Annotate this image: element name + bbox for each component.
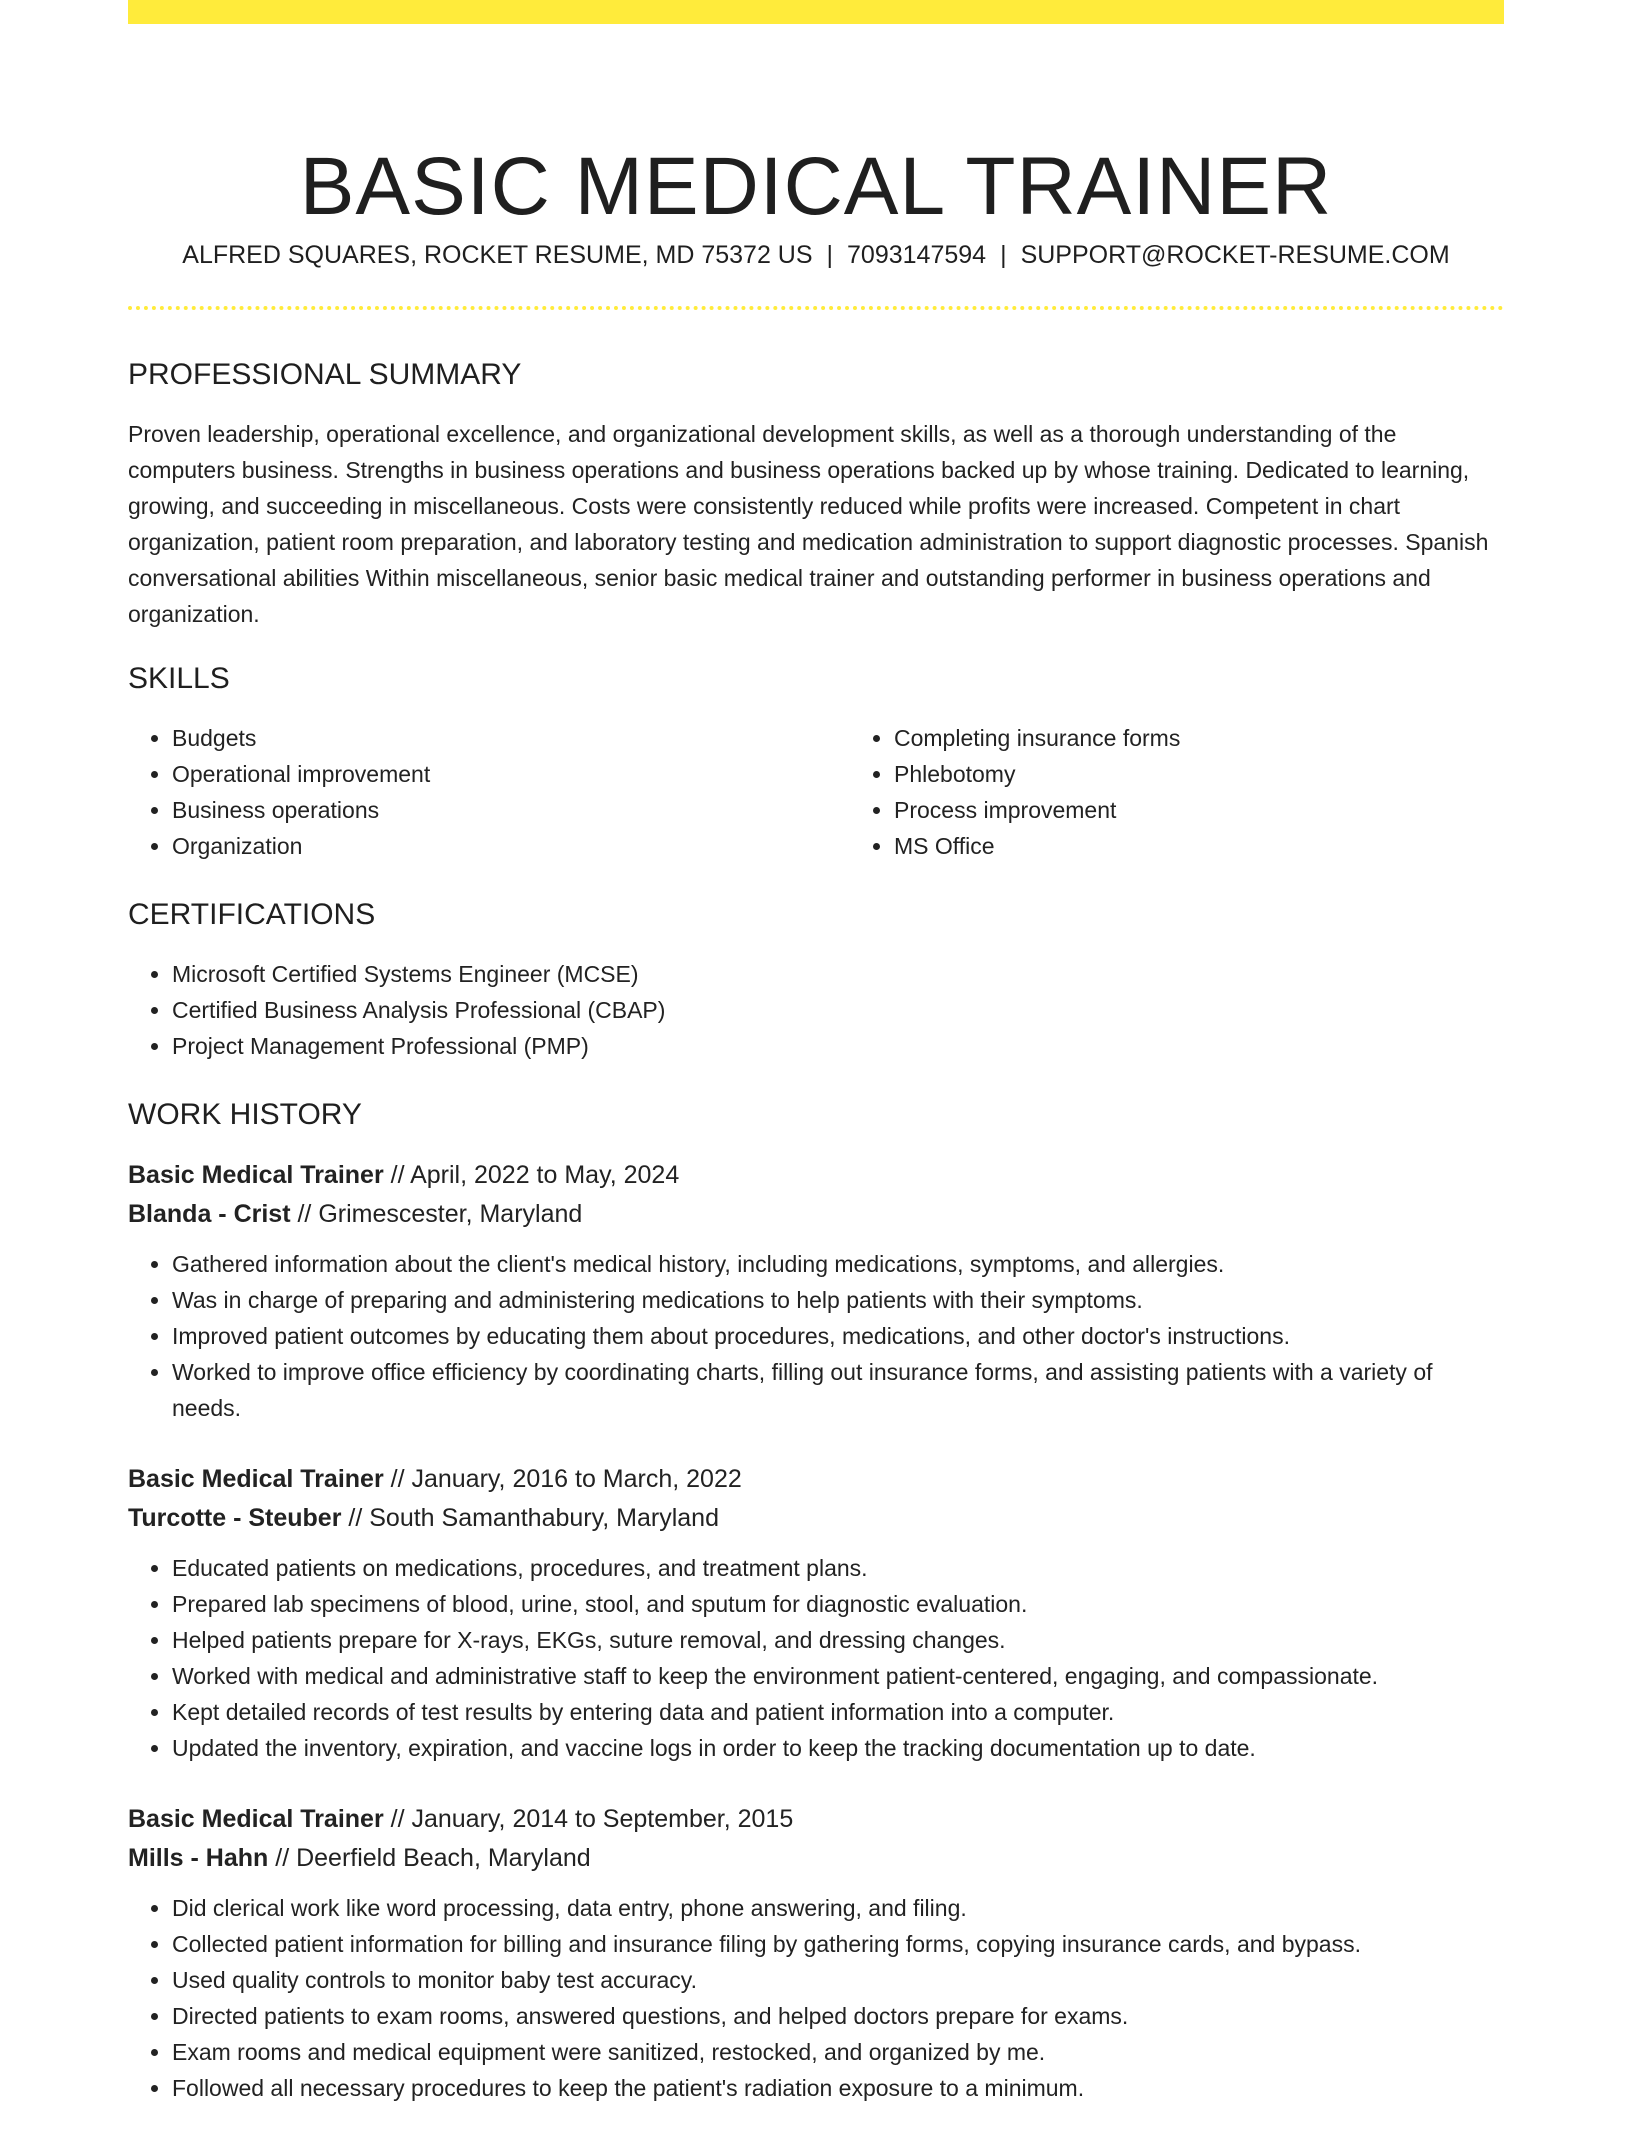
contact-line [128, 238, 1504, 272]
job-bullet: • Updated the inventory, expiration, and vaccine logs in order to keep the tracking documentation up to date. [172, 1730, 1504, 1766]
job-bullet: • Educated patients on medications, procedures, and treatment plans. [172, 1550, 1504, 1586]
job-bullet: • Worked with medical and administrative staff to keep the environment patient-centered, engaging, and compassionate. [172, 1658, 1504, 1694]
resume-title: BASIC MEDICAL TRAINER [299, 140, 1333, 232]
skill-item: • MS Office [894, 828, 1572, 864]
job-title-line [128, 1156, 1504, 1195]
job-title: Basic Medical Trainer [128, 1161, 384, 1189]
job-bullet: • Followed all necessary procedures to keep the patient's radiation exposure to a minimum. [172, 2070, 1504, 2106]
job-title-line [128, 1460, 1504, 1499]
certifications-list [128, 956, 1504, 1064]
skills-list-left [128, 720, 850, 864]
job-company-line [128, 1839, 1504, 1878]
certification-item: • Project Management Professional (PMP) [172, 1028, 1504, 1064]
summary-text: Proven leadership, operational excellence, and organizational development skills, as well as a thorough understanding of the computers business. Strengths in business operations and business operations backed up by whose training. Dedicated to learning, growing, and succeeding in miscellaneous. Costs were consistently reduced while profits were increased. Competent in chart organization, patient room preparation, and laboratory testing and medication administration to support diagnostic processes. Spanish conversational abilities Within miscellaneous, senior basic medical trainer and outstanding performer in business operations and organization. [128, 421, 1489, 627]
skill-item: • Organization [172, 828, 850, 864]
job-entry [128, 1800, 1504, 2106]
job-bullet: • Used quality controls to monitor baby test accuracy. [172, 1962, 1504, 1998]
job-bullet: • Gathered information about the client's medical history, including medications, symptoms, and allergies. [172, 1246, 1504, 1282]
header-divider [128, 306, 1504, 310]
job-bullet: • Improved patient outcomes by educating them about procedures, medications, and other doctor's instructions. [172, 1318, 1504, 1354]
job-bullets [128, 1550, 1504, 1766]
skill-item: • Budgets [172, 720, 850, 756]
skill-item: • Business operations [172, 792, 850, 828]
job-bullet: • Kept detailed records of test results by entering data and patient information into a computer. [172, 1694, 1504, 1730]
contact-separator: | [1000, 241, 1007, 269]
resume-content [128, 356, 1504, 2140]
job-bullet: • Exam rooms and medical equipment were sanitized, restocked, and organized by me. [172, 2034, 1504, 2070]
job-bullets [128, 1890, 1504, 2106]
top-accent-bar [128, 0, 1504, 24]
certifications-heading: CERTIFICATIONS [128, 898, 376, 931]
job-company: Blanda - Crist [128, 1200, 291, 1228]
job-dates: // April, 2022 to May, 2024 [383, 1161, 680, 1189]
job-bullet: • Helped patients prepare for X-rays, EKGs, suture removal, and dressing changes. [172, 1622, 1504, 1658]
job-company: Turcotte - Steuber [128, 1504, 342, 1532]
job-bullet: • Was in charge of preparing and administering medications to help patients with their symptoms. [172, 1282, 1504, 1318]
work-history-heading: WORK HISTORY [128, 1098, 362, 1131]
job-title-line [128, 1800, 1504, 1839]
skill-item: • Operational improvement [172, 756, 850, 792]
contact-email: SUPPORT@ROCKET-RESUME.COM [1020, 241, 1450, 269]
contact-address: ALFRED SQUARES, ROCKET RESUME, MD 75372 US [182, 241, 813, 269]
skills-list-right [850, 720, 1572, 864]
skill-item: • Phlebotomy [894, 756, 1572, 792]
job-bullets [128, 1246, 1504, 1426]
job-entry [128, 1156, 1504, 1426]
skill-item: • Completing insurance forms [894, 720, 1572, 756]
job-entry [128, 1460, 1504, 1766]
job-dates: // January, 2016 to March, 2022 [383, 1465, 742, 1493]
skills-columns [128, 720, 1504, 864]
job-bullet: • Directed patients to exam rooms, answered questions, and helped doctors prepare for exams. [172, 1998, 1504, 2034]
skills-heading: SKILLS [128, 662, 230, 695]
job-title: Basic Medical Trainer [128, 1805, 384, 1833]
certification-item: • Microsoft Certified Systems Engineer (MCSE) [172, 956, 1504, 992]
job-dates: // January, 2014 to September, 2015 [383, 1805, 794, 1833]
job-bullet: • Worked to improve office efficiency by coordinating charts, filling out insurance forms, and assisting patients with a variety of needs. [172, 1354, 1504, 1426]
summary-heading: PROFESSIONAL SUMMARY [128, 358, 522, 391]
job-company-line [128, 1499, 1504, 1538]
certification-item: • Certified Business Analysis Professional (CBAP) [172, 992, 1504, 1028]
contact-phone: 7093147594 [847, 241, 987, 269]
skill-item: • Process improvement [894, 792, 1572, 828]
job-bullet: • Prepared lab specimens of blood, urine, stool, and sputum for diagnostic evaluation. [172, 1586, 1504, 1622]
job-company-line [128, 1195, 1504, 1234]
job-location: // Deerfield Beach, Maryland [268, 1844, 591, 1872]
job-bullet: • Collected patient information for billing and insurance filing by gathering forms, copying insurance cards, and bypass. [172, 1926, 1504, 1962]
job-title: Basic Medical Trainer [128, 1465, 384, 1493]
job-location: // Grimescester, Maryland [290, 1200, 583, 1228]
job-company: Mills - Hahn [128, 1844, 269, 1872]
job-bullet: • Did clerical work like word processing, data entry, phone answering, and filing. [172, 1890, 1504, 1926]
job-location: // South Samanthabury, Maryland [341, 1504, 719, 1532]
contact-separator: | [826, 241, 834, 269]
